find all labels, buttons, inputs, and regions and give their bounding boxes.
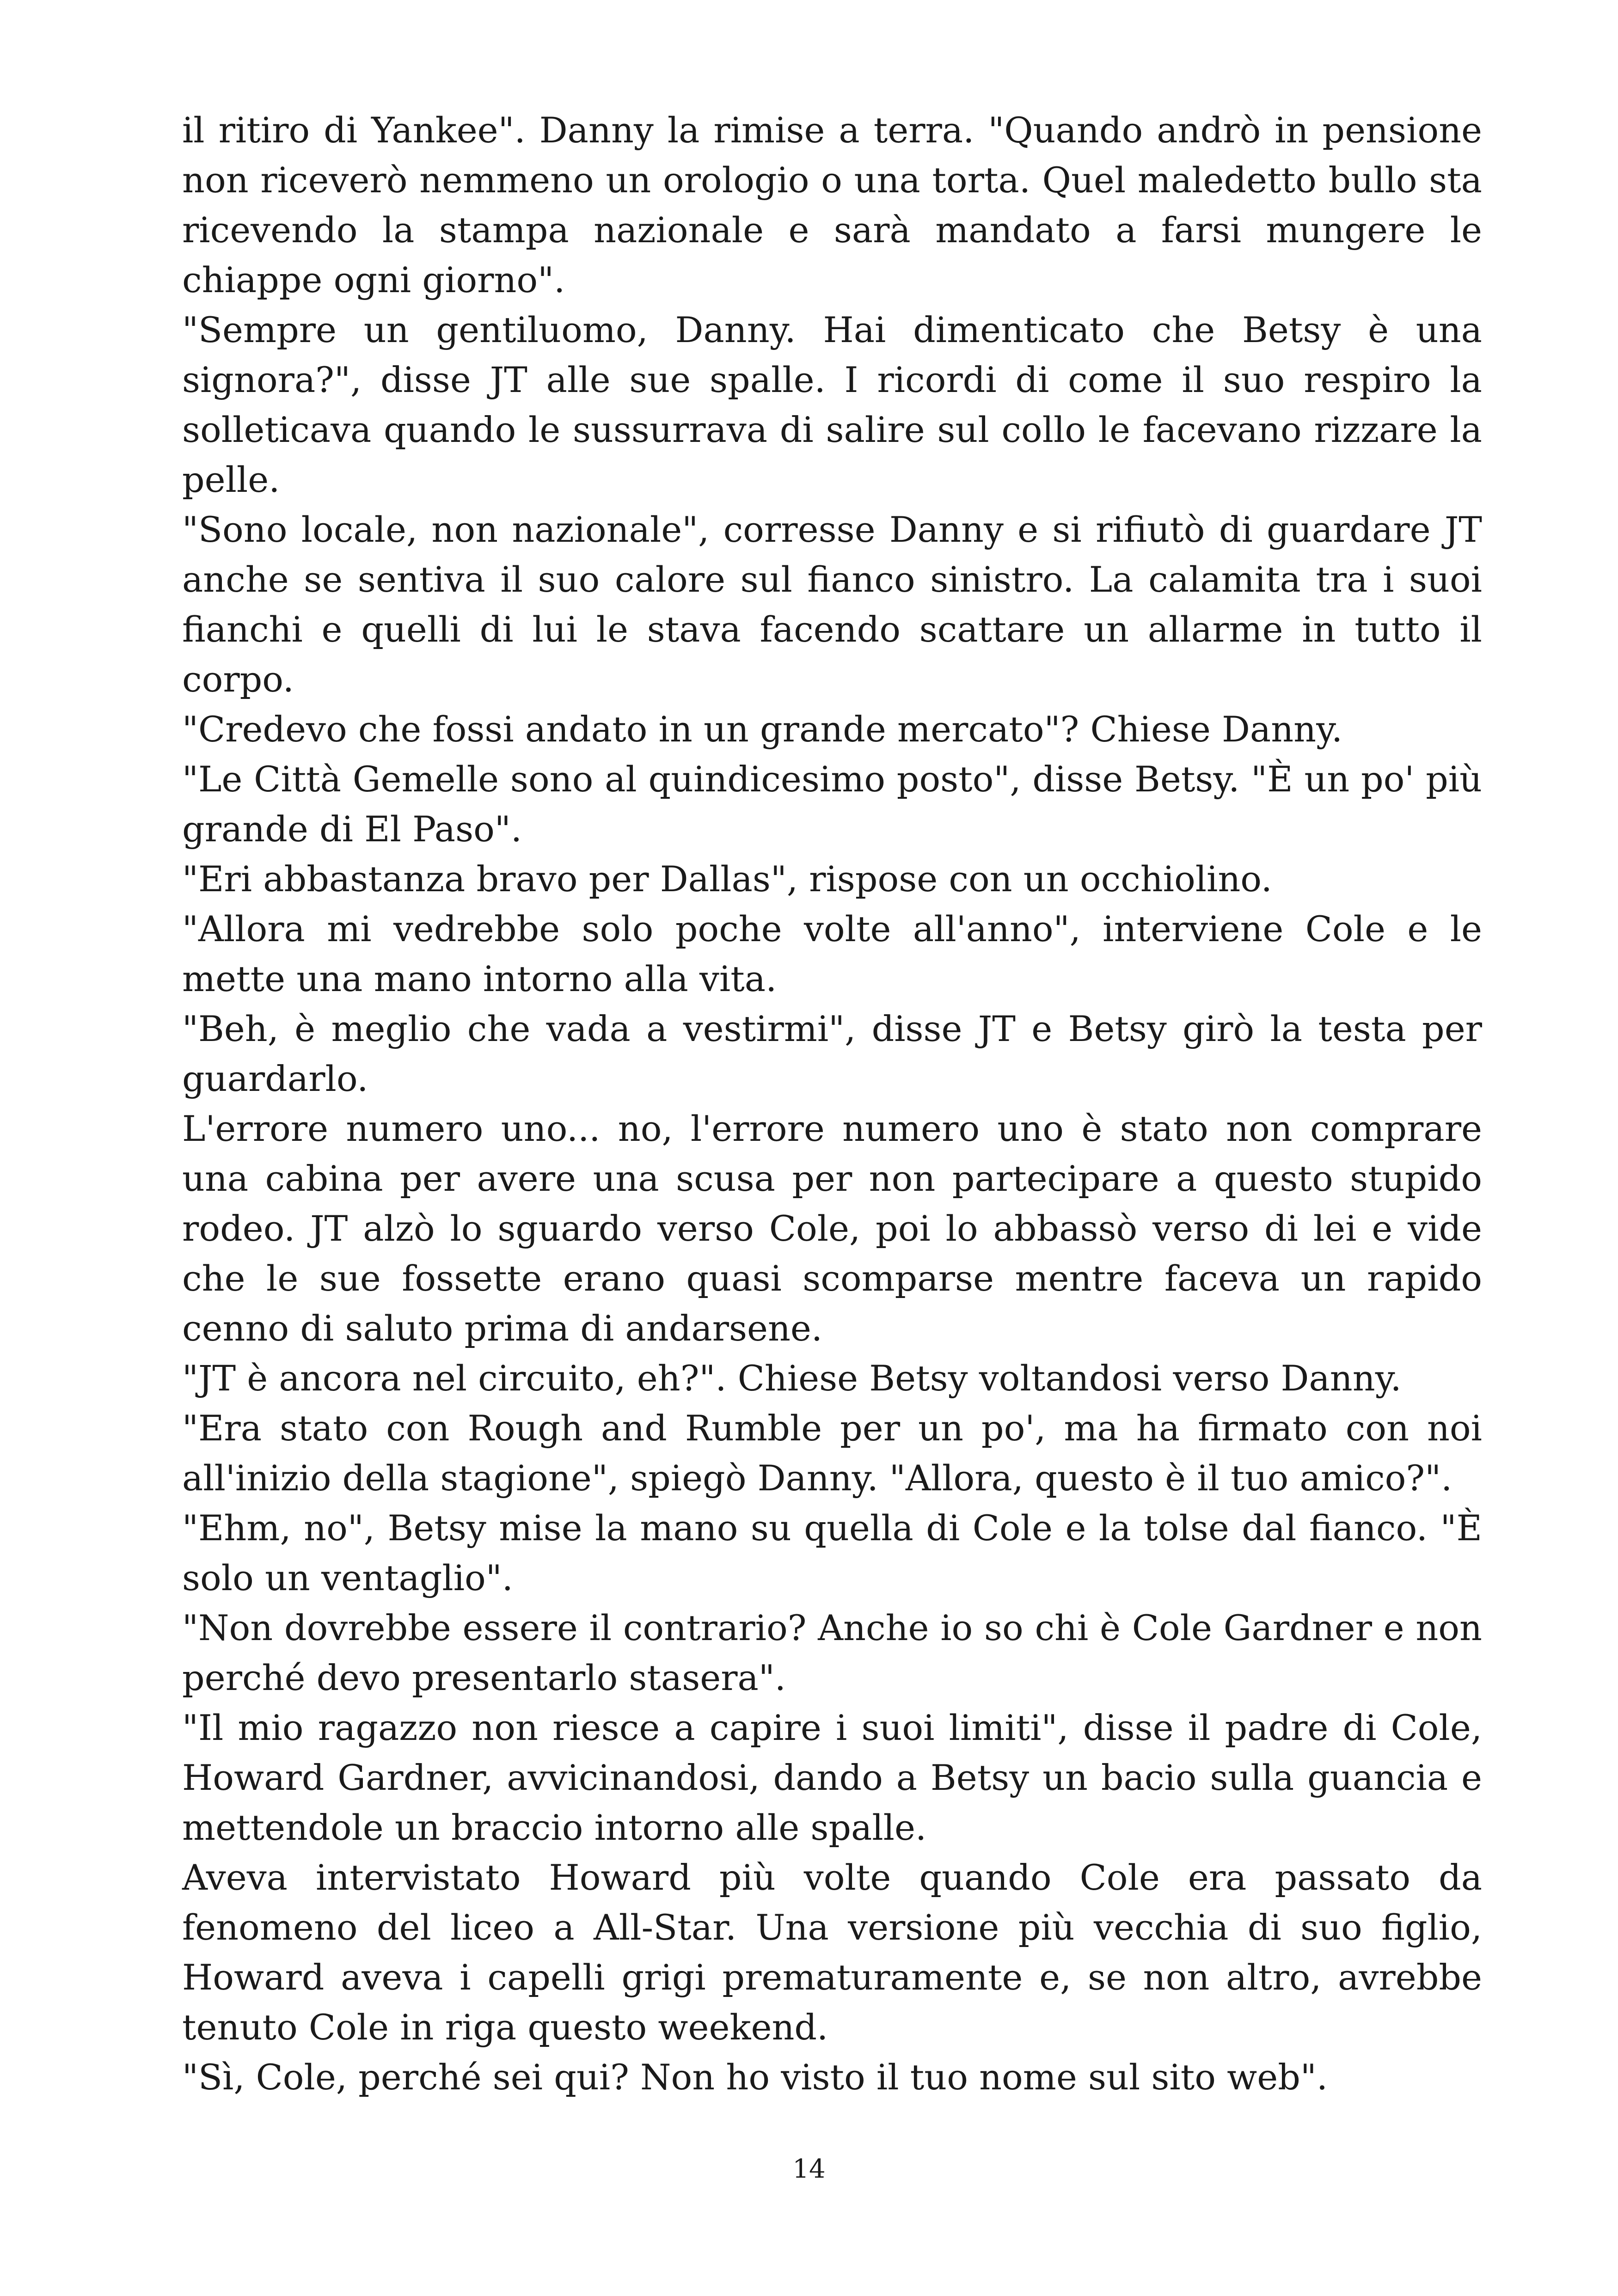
- paragraph: "Sono locale, non nazionale", corresse Danny e si rifiutò di guardare JT anche se sentiva il suo calore sul fianco sinistro. La calamita tra i suoi fianchi e quelli di lui le stava facendo scattare un allarme in tutto il corpo.: [182, 509, 1482, 700]
- paragraph: "Sì, Cole, perché sei qui? Non ho visto il tuo nome sul sito web".: [182, 2057, 1328, 2098]
- paragraph: "Non dovrebbe essere il contrario? Anche io so chi è Cole Gardner e non perché devo presentarlo stasera".: [182, 1607, 1482, 1698]
- paragraph: "Ehm, no", Betsy mise la mano su quella di Cole e la tolse dal fianco. "È solo un ventaglio".: [182, 1507, 1482, 1598]
- paragraph: "Credevo che fossi andato in un grande mercato"? Chiese Danny.: [182, 709, 1343, 750]
- paragraph: L'errore numero uno... no, l'errore numero uno è stato non comprare una cabina per avere una scusa per non partecipare a questo stupido rodeo. JT alzò lo sguardo verso Cole, poi lo abbassò verso di lei e vide che le sue fossette erano quasi scomparse mentre faceva un rapido cenno di saluto prima di andarsene.: [182, 1108, 1482, 1349]
- body-text: [182, 105, 1482, 2102]
- paragraph: "Il mio ragazzo non riesce a capire i suoi limiti", disse il padre di Cole, Howard Gardner, avvicinandosi, dando a Betsy un bacio sulla guancia e mettendole un braccio intorno alle spalle.: [182, 1707, 1482, 1848]
- paragraph: "Le Città Gemelle sono al quindicesimo posto", disse Betsy. "È un po' più grande di El Paso".: [182, 759, 1482, 850]
- paragraph: Aveva intervistato Howard più volte quando Cole era passato da fenomeno del liceo a All-Star. Una versione più vecchia di suo figlio, Howard aveva i capelli grigi prematuramente e, se non altro, avrebbe tenuto Cole in riga questo weekend.: [182, 1857, 1482, 2048]
- paragraph: "JT è ancora nel circuito, eh?". Chiese Betsy voltandosi verso Danny.: [182, 1358, 1402, 1399]
- paragraph: "Era stato con Rough and Rumble per un po', ma ha firmato con noi all'inizio della stagione", spiegò Danny. "Allora, questo è il tuo amico?".: [182, 1408, 1482, 1499]
- paragraph: "Eri abbastanza bravo per Dallas", rispose con un occhiolino.: [182, 858, 1272, 900]
- paragraph: il ritiro di Yankee". Danny la rimise a terra. "Quando andrò in pensione non riceverò nemmeno un orologio o una torta. Quel maledetto bullo sta ricevendo la stampa nazionale e sarà mandato a farsi mungere le chiappe ogni giorno".: [182, 110, 1482, 300]
- paragraph: "Allora mi vedrebbe solo poche volte all'anno", interviene Cole e le mette una mano intorno alla vita.: [182, 908, 1482, 999]
- page-number: 14: [792, 2154, 826, 2184]
- paragraph: "Sempre un gentiluomo, Danny. Hai dimenticato che Betsy è una signora?", disse JT alle sue spalle. I ricordi di come il suo respiro la solleticava quando le sussurrava di salire sul collo le facevano rizzare la pelle.: [182, 309, 1482, 500]
- paragraph: "Beh, è meglio che vada a vestirmi", disse JT e Betsy girò la testa per guardarlo.: [182, 1008, 1482, 1099]
